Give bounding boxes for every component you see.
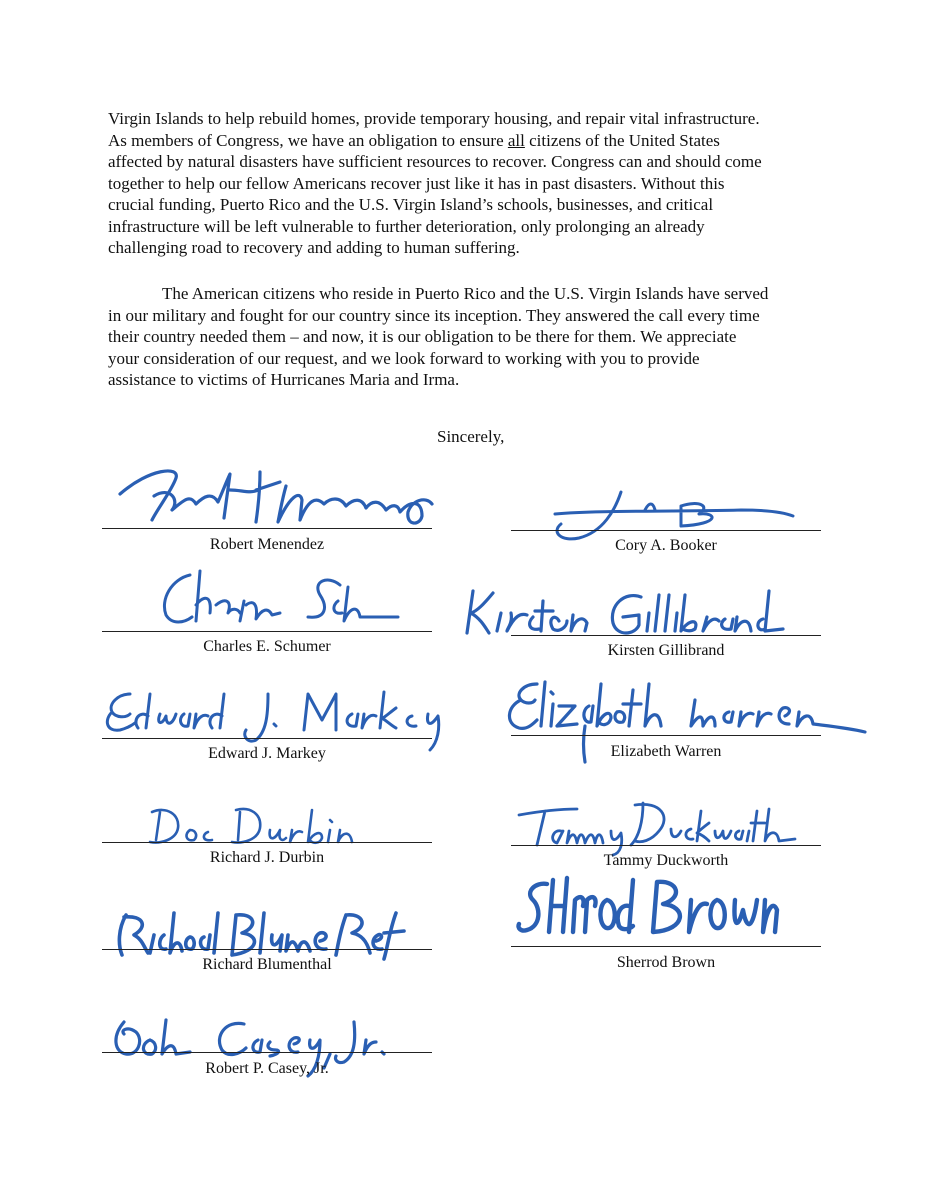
signature-block-booker	[511, 480, 821, 580]
underlined-word: all	[507, 130, 525, 150]
signatory-name: Charles E. Schumer	[203, 638, 331, 655]
signature-art	[114, 905, 414, 961]
signatory-name: Robert P. Casey, Jr.	[205, 1060, 329, 1077]
body-paragraph-1	[108, 108, 828, 259]
signature-block-schumer	[102, 565, 432, 665]
signatory-name: Sherrod Brown	[616, 954, 716, 971]
signatory-name: Robert Menendez	[209, 536, 325, 553]
signatory-name: Tammy Duckworth	[603, 852, 729, 869]
signature-line	[102, 738, 432, 739]
signature-art	[511, 870, 781, 950]
signature-line	[511, 635, 821, 636]
signature-block-markey	[102, 680, 432, 780]
line-text-before: As members of Congress, we have an obligation to ensure	[108, 130, 508, 150]
signature-block-brown	[511, 870, 821, 990]
paragraph-line: affected by natural disasters have sufficient resources to recover. Congress can and should come	[108, 152, 762, 171]
signatory-name: Elizabeth Warren	[610, 743, 722, 760]
signature-block-casey	[102, 1010, 432, 1110]
signature-line	[102, 528, 432, 529]
paragraph-line: Virgin Islands to help rebuild homes, provide temporary housing, and repair vital infrastructure.	[108, 109, 760, 128]
paragraph-line: infrastructure will be left vulnerable to further deterioration, only prolonging an already	[108, 216, 705, 236]
signatory-name: Kirsten Gillibrand	[607, 642, 725, 659]
signature-line	[102, 631, 432, 632]
signature-block-blumenthal	[102, 905, 432, 1005]
paragraph-line: in our military and fought for our country since its inception. They answered the call every time	[108, 305, 760, 325]
signature-block-warren	[511, 690, 821, 790]
signature-line	[102, 842, 432, 843]
signatory-name: Edward J. Markey	[208, 745, 326, 762]
paragraph-line: together to help our fellow Americans recover just like it has in past disasters. Without this	[108, 173, 725, 193]
paragraph-line: your consideration of our request, and we look forward to working with you to provide	[108, 348, 700, 368]
signature-line	[511, 946, 821, 947]
body-paragraph-2	[108, 283, 828, 391]
signature-block-durbin	[102, 800, 432, 900]
paragraph-line: their country needed them – and now, it is our obligation to be there for them. We appreciate	[108, 327, 737, 346]
signature-art	[152, 565, 412, 637]
paragraph-line: crucial funding, Puerto Rico and the U.S. Virgin Island’s schools, businesses, and critical	[108, 195, 714, 214]
signature-block-menendez	[102, 460, 432, 560]
signature-line	[511, 735, 821, 736]
paragraph-line: The American citizens who reside in Puerto Rico and the U.S. Virgin Islands have served	[162, 284, 769, 303]
signature-line	[511, 530, 821, 531]
closing: Sincerely,	[437, 427, 505, 446]
signature-art	[463, 583, 803, 639]
paragraph-line-with-underline	[108, 130, 828, 152]
signature-line	[102, 1052, 432, 1053]
signature-line	[511, 845, 821, 846]
signature-art	[146, 800, 356, 848]
signatory-name: Richard Blumenthal	[202, 956, 332, 973]
signature-line	[102, 949, 432, 950]
signature-art	[511, 795, 801, 855]
signature-block-gillibrand	[511, 585, 821, 685]
signatory-name: Richard J. Durbin	[209, 849, 325, 866]
line-text-after: citizens of the United States	[524, 130, 720, 150]
signatory-name: Cory A. Booker	[615, 537, 717, 554]
signature-art	[110, 460, 440, 532]
paragraph-line: challenging road to recovery and adding to human suffering.	[108, 238, 520, 257]
paragraph-line: assistance to victims of Hurricanes Maria and Irma.	[108, 370, 460, 389]
